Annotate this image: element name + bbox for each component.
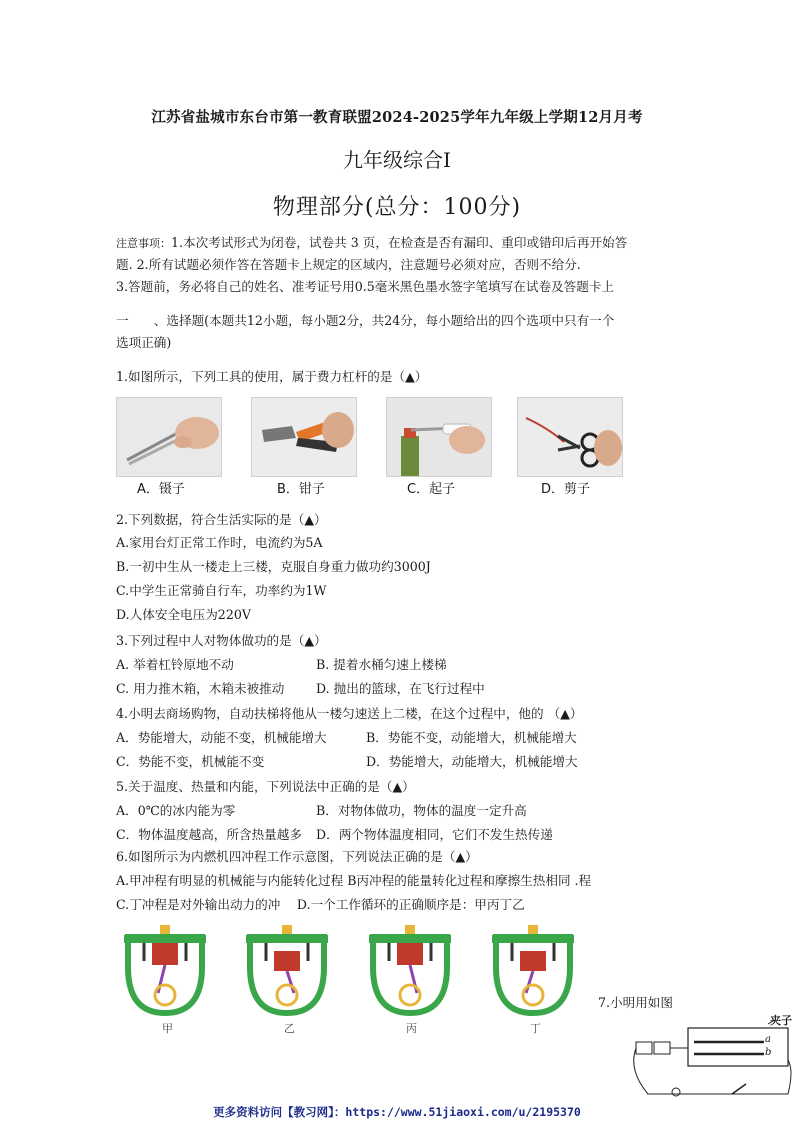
q4-row-1 [116, 727, 577, 749]
notes-line-2: 题. 2.所有试题必须作答在答题卡上规定的区域内，注意题号必须对应，否则不给分. [116, 257, 581, 272]
exam-title: 江苏省盐城市东台市第一教育联盟2024-2025学年九年级上学期12月月考 [151, 109, 643, 126]
q3-stem: 3.下列过程中人对物体做功的是（▲） [116, 633, 327, 648]
q3-option-b: B. 提着水桶匀速上楼梯 [316, 657, 447, 672]
engine-label-bing: 丙 [406, 1022, 417, 1035]
q5-stem: 5.关于温度、热量和内能，下列说法中正确的是（▲） [116, 779, 415, 794]
q1-option-c: C．起子 [407, 482, 456, 497]
q1-stem: 1.如图所示，下列工具的使用，属于费力杠杆的是（▲） [116, 369, 428, 384]
notes-line-3: 3.答题前，务必将自己的姓名、准考证号用0.5毫米黑色墨水签字笔填写在试卷及答题卡上 [116, 279, 615, 294]
engine-label-jia: 甲 [162, 1022, 173, 1035]
q4-option-b: B．势能不变，动能增大，机械能增大 [366, 730, 577, 745]
pliers-photo [251, 397, 357, 477]
q1-option-a: A．镊子 [137, 482, 185, 497]
section1-heading-2: 选项正确) [116, 335, 172, 350]
q4-option-d: D．势能增大，动能增大，机械能增大 [366, 754, 578, 769]
paper-subtitle: 九年级综合I [343, 148, 451, 172]
bottle-opener-photo [386, 397, 492, 477]
q2-option-c: C.中学生正常骑自行车，功率约为1W [116, 583, 327, 598]
engine-diagram-bing [363, 925, 457, 1017]
q5-option-a: A．0℃的冰内能为零 [116, 803, 236, 818]
q7-label-a: a [765, 1034, 771, 1045]
q2-option-a: A.家用台灯正常工作时，电流约为5A [116, 535, 323, 550]
q6-options-ab: A.甲冲程有明显的机械能与内能转化过程 B丙冲程的能量转化过程和摩擦生热相同 .程 [116, 873, 592, 888]
notes-label: 注意事项： [116, 237, 171, 250]
q7-stem: 7.小明用如图 [598, 995, 673, 1010]
section-title: 物理部分(总分：100分) [272, 195, 522, 220]
q2-option-d: D.人体安全电压为220V [116, 607, 251, 622]
q4-stem: 4.小明去商场购物，自动扶梯将他从一楼匀速送上二楼，在这个过程中，他的 （▲） [116, 706, 583, 721]
q7-clip-label: 夹子 [770, 1014, 792, 1027]
q4-option-c: C．势能不变，机械能不变 [116, 754, 265, 769]
engine-diagram-jia [118, 925, 212, 1017]
engine-diagram-yi [240, 925, 334, 1017]
engine-diagram-ding [486, 925, 580, 1017]
q3-row-2 [116, 678, 485, 700]
footer-link[interactable]: 更多资料访问【教习网】：https://www.51jiaoxi.com/u/2195370 [213, 1105, 581, 1119]
q6-options-cd: C.丁冲程是对外输出动力的冲 D.一个工作循环的正确顺序是：甲丙丁乙 [116, 897, 525, 912]
q5-row-1 [116, 800, 527, 822]
notes-text-1: 1.本次考试形式为闭卷，试卷共 3 页，在检查是否有漏印、重印或错印后再开始答 [171, 235, 628, 250]
q5-option-c: C．物体温度越高，所含热量越多 [116, 827, 302, 842]
scissors-photo [517, 397, 623, 477]
q2-stem: 2.下列数据，符合生活实际的是（▲） [116, 512, 327, 527]
q7-label-b: b [765, 1047, 772, 1058]
q4-option-a: A．势能增大，动能不变，机械能增大 [116, 730, 327, 745]
engine-label-ding: 丁 [530, 1022, 541, 1035]
q1-option-d: D．剪子 [541, 482, 591, 497]
notes-line-1 [116, 232, 627, 255]
section1-heading-1: 一 、选择题(本题共12小题，每小题2分，共24分，每小题给出的四个选项中只有一个 [116, 313, 615, 328]
q5-row-2 [116, 824, 553, 846]
q3-option-a: A. 举着杠铃原地不动 [116, 657, 234, 672]
q7-circuit-diagram [628, 1020, 794, 1100]
engine-label-yi: 乙 [284, 1022, 295, 1035]
q3-option-d: D. 抛出的篮球，在飞行过程中 [316, 681, 485, 696]
q4-row-2 [116, 751, 578, 773]
q6-stem: 6.如图所示为内燃机四冲程工作示意图，下列说法正确的是（▲） [116, 849, 478, 864]
q5-option-b: B．对物体做功，物体的温度一定升高 [316, 803, 527, 818]
q1-option-b: B．钳子 [277, 482, 325, 497]
q2-option-b: B.一初中生从一楼走上三楼，克服自身重力做功约3000J [116, 559, 431, 574]
tweezers-photo [116, 397, 222, 477]
q5-option-d: D．两个物体温度相同，它们不发生热传递 [316, 827, 553, 842]
q3-row-1 [116, 654, 447, 676]
q3-option-c: C. 用力推木箱，木箱未被推动 [116, 681, 285, 696]
